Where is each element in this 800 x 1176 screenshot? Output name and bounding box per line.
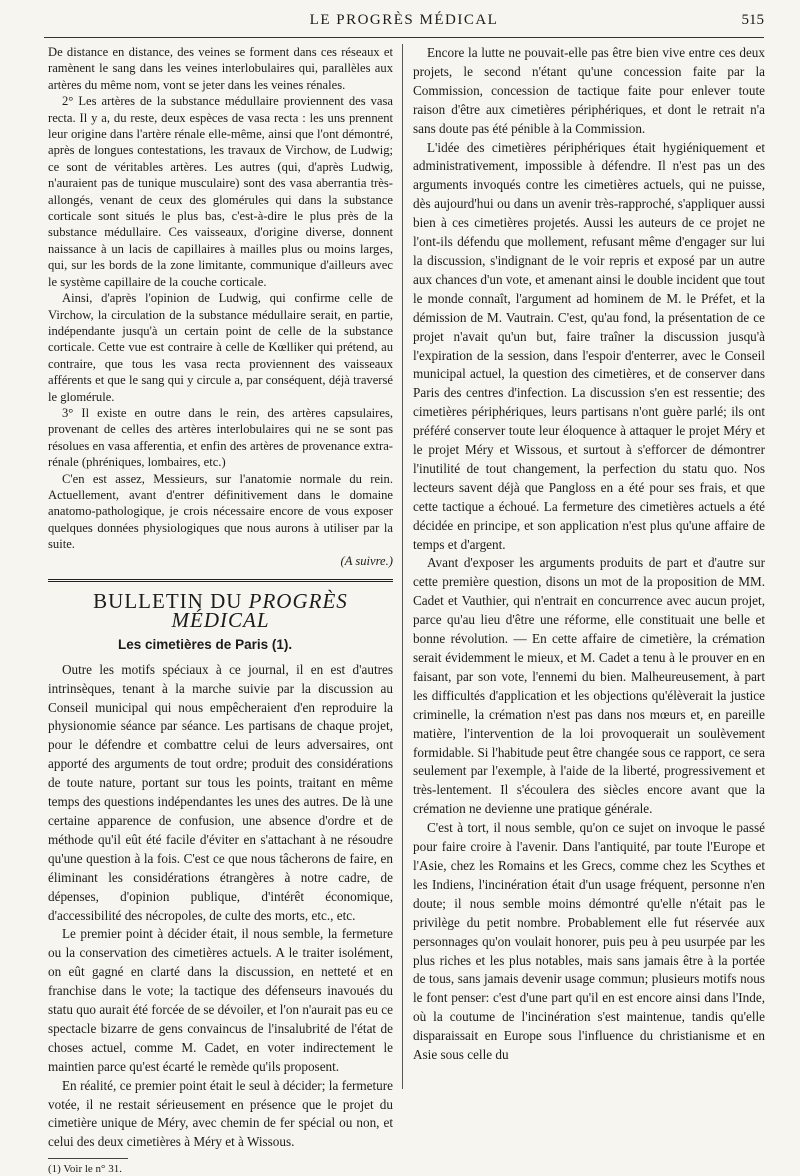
journal-title: LE PROGRÈS MÉDICAL — [309, 12, 499, 28]
column-divider — [402, 44, 403, 1089]
bulletin-title-prefix: BULLETIN DU — [93, 589, 243, 613]
bulletin-title — [48, 589, 393, 632]
anatomy-paragraph: 3° Il existe en outre dans le rein, des artères capsulaires, provenant de celles des artères interlobulaires qui ne se sont pas résolues en vasa afferentia, et enfin des artères de provenance extra-rénale (phréniques, lombaires, etc.) — [48, 405, 393, 470]
page-number: 515 — [741, 12, 764, 28]
article-paragraph: Avant d'exposer les arguments produits de part et d'autre sur cette première question, disons un mot de la proposition de MM. Cadet et Vauthier, qui n'entrait en concurrence avec aucun projet, parce qu'au lieu d'être une réforme, elle constituait une belle et bonne révolution. — En cette affaire de cimetière, la crémation serait évidemment le mieux, et M. Cadet a tenu à le prouver en en faisant, par son vote, l'ennemi du bien. Malheureusement, à part les difficultés d'application et les objections qu'élèverait la justice criminelle, la crémation n'est pas dans nos mœurs et, en pareille matière, l'intervention de la loi provoquerait un soulèvement formidable. Si l'habitude peut être changée sous ce rapport, ce sera seulement par l'exemple, à l'aide de la liberté, progressivement et très-lentement. Il s'écoulera des siècles encore avant que la crémation ne devienne une pratique générale. — [413, 555, 765, 817]
article-paragraph: C'est à tort, il nous semble, qu'on ce sujet on invoque le passé pour faire croire à l'avenir. Dans l'antiquité, par toute l'Europe et l'Asie, chez les Romains et les Grecs, comme chez les Scythes et les Indiens, l'incinération était d'un usage fréquent, personne n'en doute; il nous semble moins démontré qu'elle n'était pas le privilège du petit nombre. Probablement elle fut réservée aux personnages qu'on voulait honorer, puis peu à peu usurpée par les plus riches et les plus notables, mais sans jamais être à la portée de tous, sans jamais devenir usage commun; plusieurs motifs nous le font penser: c'est d'une part qu'il en est encore ainsi dans l'Inde, où la coutume de l'incinération s'est maintenue, tandis qu'elle disparaissait en Europe sous l'influence du christianisme et en Asie sous celle du — [413, 820, 765, 1063]
anatomy-paragraph: De distance en distance, des veines se forment dans ces réseaux et ramènent le sang dans les veines interlobulaires qui, parallèles aux artères du même nom, vont se jeter dans les veines rénales. — [48, 45, 393, 92]
anatomy-paragraph: Ainsi, d'après l'opinion de Ludwig, qui confirme celle de Virchow, la circulation de la substance médullaire serait, en partie, indépendante jusqu'à un certain point de celle de la substance corticale. Cette vue est contraire à celle de Kœlliker qui prétend, au contraire, que tous les vasa recta proviennent des vaisseaux afférents et que le sang qui y circule a, par conséquent, déjà traversé le glomérule. — [48, 291, 393, 404]
bulletin-title-journal: PROGRÈS MÉDICAL — [171, 589, 348, 632]
article-paragraph: L'idée des cimetières périphériques était hygiéniquement et administrativement, impossible à défendre. Il n'est pas un des arguments invoqués contre les cimetières actuels, qui ne puisse, dès aujourd'hui ou dans un avenir très-rapproché, s'appliquer aussi bien à ces cimetières projetés. Aussi les auteurs de ce projet ne l'ont-ils défendu que mollement, refusant même d'engager sur lui la discussion, s'indignant de le voir repris et exposé par un autre aux chances d'un vote, et amenant ainsi le double incident que tout le monde connaît, l'argument ad hominem de M. le Préfet, et la démission de M. Vautrain. C'est, qu'au fond, la présentation de ce projet n'avait qu'un but, faire traîner la discussion jusqu'à l'expiration de la session, dans l'espoir d'enterrer, avec le Conseil municipal actuel, la question des cimetières, et de conserver dans Paris des centres d'infection. La discussion s'en est ressentie; des cimetières périphériques, leurs partisans n'ont guère parlé; ils ont préféré conserver toute leur éloquence à attaquer le projet Méry et le projet Méry et Wissous, et surtout à s'efforcer de démontrer l'inutilité de tout changement, la perfection du statu quo. Nos lecteurs savent déjà que Pangloss en a été pour ses frais, et que cette tactique a échoué. La fermeture des cimetières actuels a été décidée en principe, et son application n'est plus qu'une affaire de temps et d'argent. — [413, 139, 765, 552]
footnote-rule — [48, 1158, 128, 1159]
article-paragraph: Outre les motifs spéciaux à ce journal, il en est d'autres intrinsèques, tenant à la marche suivie par la discussion au Conseil municipal qui nous empêcheraient d'en reproduire la physionomie séance par séance. Les partisans de chaque projet, pour le défendre et combattre celui de leurs adversaires, ont apporté des arguments de tout ordre; produit des considérations de toute nature, portant sur tous les points, traitant en même temps des questions indépendantes les unes des autres. De là une certaine apparence de confusion, une absence d'ordre et de méthode qu'il eût été facile d'éviter en s'attachant à ne résoudre qu'une question à la fois. C'est ce que nous tâcherons de faire, en éliminant les considérations étrangères à notre cadre, de dépenses, d'opinion publique, d'intérêt économique, d'accessibilité des nécropoles, de culte des morts, etc., etc. — [48, 661, 393, 923]
bulletin-section — [48, 579, 393, 1176]
to-be-continued: (A suivre.) — [340, 553, 393, 568]
right-column — [413, 44, 765, 1065]
anatomy-paragraph: C'en est assez, Messieurs, sur l'anatomie normale du rein. Actuellement, avant d'entrer définitivement dans le domaine anatomo-pathologique, je crois nécessaire encore de vous exposer quelques données physiologiques que nous aurons à utiliser par la suite. — [48, 471, 393, 552]
article-paragraph: Encore la lutte ne pouvait-elle pas être bien vive entre ces deux projets, le second n'étant qu'une concession faite par la Commission, concession de tactique faite pour enlever toute raison d'être aux cimetières périphériques, et dont le retrait n'a sans doute pas été pénible à la Commission. — [413, 45, 765, 136]
article-title: Les cimetières de Paris (1). — [118, 636, 293, 652]
article-paragraph: Le premier point à décider était, il nous semble, la fermeture ou la conservation des cimetières actuels. A le traiter isolément, on eût gagné en clarté dans la discussion, en netteté et en franchise dans le vote; la tactique des défenseurs inavoués du statu quo aurait été forcée de se dévoiler, et l'on n'aurait pas eu ce spectacle bizarre de gens convaincus de l'insalubrité de l'état de choses actuel, comme M. Cadet, en voter indirectement le maintien parce qu'est écarté le remède qu'ils proposent. — [48, 926, 393, 1074]
header-rule — [44, 37, 764, 38]
anatomy-paragraph: 2° Les artères de la substance médullaire proviennent des vasa recta. Il y a, du reste, deux espèces de vasa recta : les uns prennent leur origine dans l'artère rénale elle-même, ainsi que l'ont démontré, après de longues contestations, les travaux de Virchow, de Ludwig; ce sont de véritables artères. Les autres (qui, d'après Ludwig, n'auraient pas de tunique musculaire) sont des vasa aberrantia très-allongés, venant de ceux des glomérules qui dans la substance corticale sont situés le plus bas, c'est-à-dire le plus près de la substance médullaire. Ces vaisseaux, d'origine diverse, donnent naissance à un lacis de capillaires à mailles plus ou moins larges, qui, sur les bords de la zone limitante, communique d'ailleurs avec le système capillaire de la couche corticale. — [48, 94, 393, 289]
article-paragraph: En réalité, ce premier point était le seul à décider; la fermeture votée, il ne restait sérieusement en présence que le projet du cimetière unique de Méry, avec chemin de fer spécial ou non, et celui des deux cimetières à Méry et à Wissous. — [48, 1077, 393, 1150]
running-header — [44, 12, 764, 34]
footnote: (1) Voir le n° 31. — [48, 1163, 122, 1176]
left-column — [48, 44, 393, 1176]
